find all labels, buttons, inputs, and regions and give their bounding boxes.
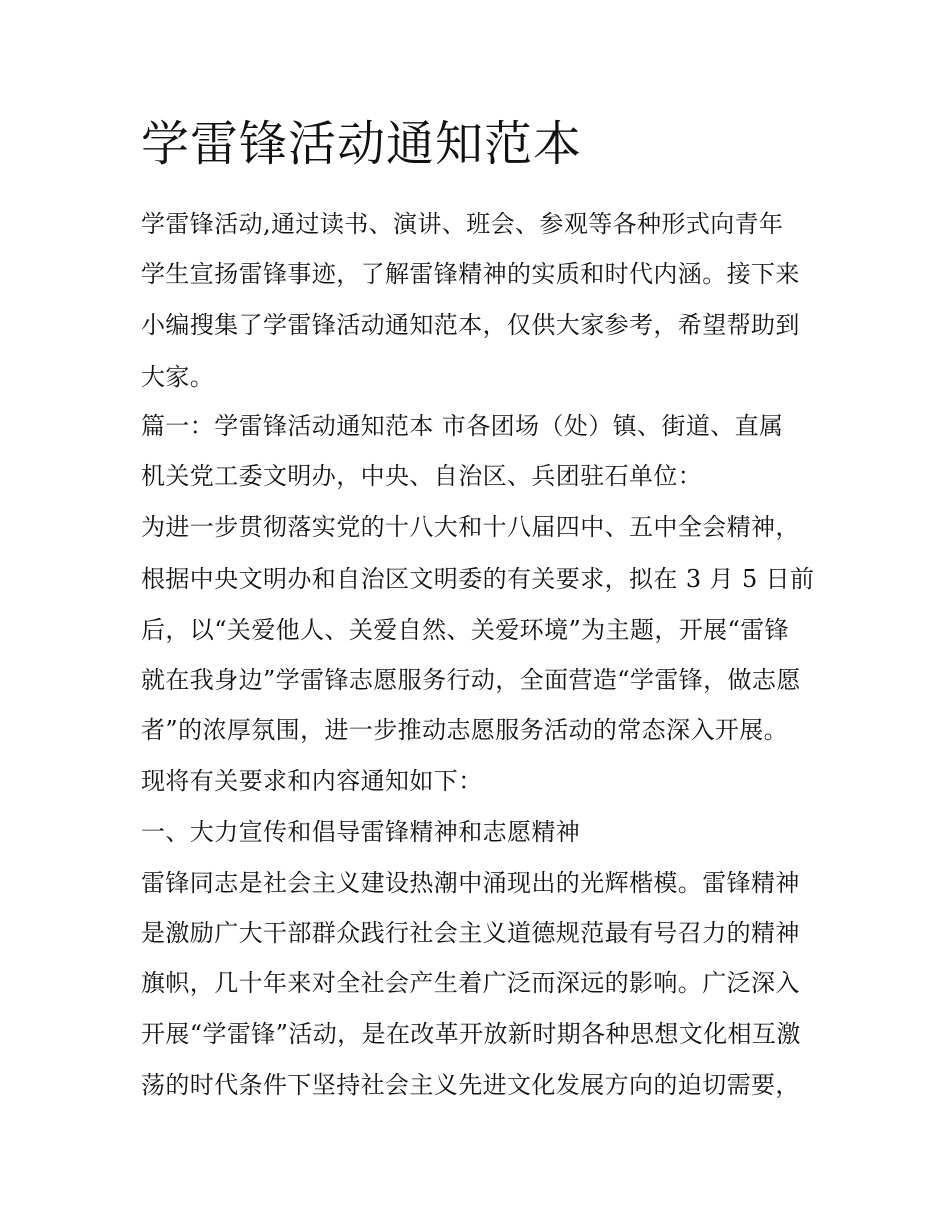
body-line: 就在我身边”学雷锋志愿服务行动，全面营造“学雷锋，做志愿 bbox=[141, 666, 801, 694]
body-line: 荡的时代条件下坚持社会主义先进文化发展方向的迫切需要， bbox=[141, 1071, 800, 1099]
body-line: 者”的浓厚氛围，进一步推动志愿服务活动的常态深入开展。 bbox=[141, 716, 789, 744]
body-line: 学雷锋活动,通过读书、演讲、班会、参观等各种形式向青年 bbox=[141, 210, 784, 238]
body-line: 开展“学雷锋”活动，是在改革开放新时期各种思想文化相互激 bbox=[141, 1020, 801, 1048]
body-line: 现将有关要求和内容通知如下： bbox=[141, 767, 483, 795]
document-title: 学雷锋活动通知范本 bbox=[141, 116, 583, 172]
body-line: 是激励广大干部群众践行社会主义道德规范最有号召力的精神 bbox=[141, 919, 800, 947]
body-line: 雷锋同志是社会主义建设热潮中涌现出的光辉楷模。雷锋精神 bbox=[141, 869, 800, 897]
body-line: 篇一：学雷锋活动通知范本 市各团场（处）镇、街道、直属 bbox=[141, 412, 784, 440]
body-line: 大家。 bbox=[141, 363, 215, 391]
body-line: 机关党工委文明办，中央、自治区、兵团驻石单位： bbox=[141, 462, 703, 490]
body-line: 学生宣扬雷锋事迹，了解雷锋精神的实质和时代内涵。接下来 bbox=[141, 260, 800, 288]
body-line: 后，以“关爱他人、关爱自然、关爱环境”为主题，开展“雷锋 bbox=[141, 616, 790, 644]
section-heading: 一、大力宣传和倡导雷锋精神和志愿精神 bbox=[141, 818, 581, 846]
body-line: 根据中央文明办和自治区文明委的有关要求，拟在 3 月 5 日前 bbox=[141, 565, 815, 593]
body-line: 为进一步贯彻落实党的十八大和十八届四中、五中全会精神， bbox=[141, 513, 800, 541]
body-line: 旗帜，几十年来对全社会产生着广泛而深远的影响。广泛深入 bbox=[141, 969, 800, 997]
body-line: 小编搜集了学雷锋活动通知范本，仅供大家参考，希望帮助到 bbox=[141, 311, 800, 339]
